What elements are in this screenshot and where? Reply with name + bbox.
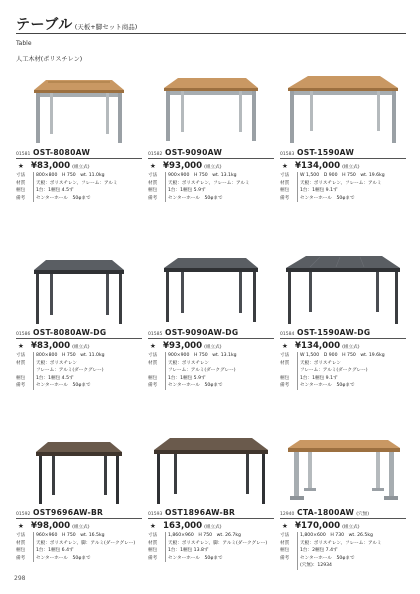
product-price: ¥98,000: [31, 521, 71, 531]
spec-key: 材質: [16, 180, 26, 186]
spec-row: [280, 382, 406, 390]
spec-value: 天板：ポリスチレン: [297, 360, 341, 368]
assembly-note: (組立式): [342, 525, 360, 530]
product-price: ¥134,000: [295, 161, 341, 171]
spec-row: [16, 172, 142, 180]
product-name: OST-8080AW: [33, 148, 91, 157]
spec-value: 天板：ポリスチレン: [33, 360, 77, 368]
spec-value: 800×800 H 750 wt. 11.0kg: [33, 172, 105, 180]
spec-value: 1台：1梱包 5.9ず: [165, 375, 206, 383]
spec-key: 梱包: [16, 548, 26, 554]
spec-key: 梱包: [280, 375, 290, 381]
spec-value: 900×900 H 750 wt. 13.1kg: [165, 352, 237, 360]
product-card[interactable]: [280, 248, 406, 408]
product-card[interactable]: [280, 68, 406, 228]
star-icon: ★: [18, 522, 24, 530]
spec-list: [280, 532, 406, 570]
assembly-note: (組立式): [72, 165, 90, 170]
product-name-suffix: (穴無): [356, 512, 370, 517]
spec-key: 梱包: [280, 548, 290, 554]
spec-row: [148, 382, 274, 390]
spec-list: [16, 352, 142, 390]
dark-grey-table-icon: [148, 248, 274, 338]
spec-row: [16, 367, 142, 375]
spec-key: 梱包: [280, 188, 290, 194]
star-icon: ★: [150, 162, 156, 170]
product-code: 01585: [148, 332, 163, 337]
product-name: OST-9090AW: [165, 148, 223, 157]
spec-row: [280, 555, 406, 563]
spec-value: 960×960 H 750 wt. 16.5kg: [33, 532, 105, 540]
spec-row: [16, 187, 142, 195]
spec-row: [16, 540, 142, 548]
spec-value: 800×800 H 750 wt. 11.0kg: [33, 352, 105, 360]
assembly-note: (組立式): [72, 525, 90, 530]
spec-list: [148, 352, 274, 390]
spec-list: [148, 172, 274, 202]
spec-value: 900×900 H 750 wt. 13.1kg: [165, 172, 237, 180]
spec-row: [280, 352, 406, 360]
product-card[interactable]: [16, 68, 142, 228]
product-name: OST1896AW-BR: [165, 508, 236, 517]
spec-value: 1台：2梱包 7.4ず: [297, 547, 338, 555]
spec-row: [16, 180, 142, 188]
spec-value: 天板：ポリスチレン、フレーム：アルミ: [297, 180, 382, 188]
spec-row: [280, 367, 406, 375]
spec-row: [280, 360, 406, 368]
product-name: OST-9090AW-DG: [165, 328, 239, 337]
star-icon: ★: [150, 522, 156, 530]
product-price: ¥93,000: [163, 341, 203, 351]
spec-key: 備考: [280, 555, 290, 561]
spec-key: 梱包: [148, 548, 158, 554]
spec-value: W 1,500 D 900 H 750 wt. 19.6kg: [297, 352, 385, 360]
spec-row: [280, 540, 406, 548]
spec-key: 材質: [16, 540, 26, 546]
spec-key: [148, 367, 165, 375]
product-code: 01593: [148, 512, 163, 517]
spec-key: 備考: [148, 195, 158, 201]
spec-row: [280, 532, 406, 540]
spec-row: [148, 532, 274, 540]
product-price: ¥93,000: [163, 161, 203, 171]
spec-row: [16, 352, 142, 360]
spec-row: [148, 547, 274, 555]
product-card[interactable]: [280, 428, 406, 588]
assembly-note: (組立式): [204, 165, 222, 170]
spec-row: [148, 367, 274, 375]
product-name: OST-1590AW: [297, 148, 355, 157]
spec-key: 梱包: [148, 188, 158, 194]
page-number: 298: [14, 575, 26, 582]
page-header: [16, 14, 137, 34]
spec-row: [280, 562, 406, 570]
product-code: 01581: [16, 152, 31, 157]
spec-row: [280, 187, 406, 195]
spec-key: [280, 367, 297, 375]
spec-row: [16, 555, 142, 563]
star-icon: ★: [18, 342, 24, 350]
product-card[interactable]: [148, 428, 274, 588]
spec-value: 天板：ポリスチレン、脚：アルミ(ダークグレー): [33, 540, 135, 548]
product-card[interactable]: [148, 248, 274, 408]
star-icon: ★: [282, 522, 288, 530]
spec-value: センターホール 50φまで: [165, 555, 223, 563]
spec-key: 梱包: [16, 188, 26, 194]
spec-value: 天板：ポリスチレン: [165, 360, 209, 368]
product-price: ¥83,000: [31, 161, 71, 171]
page-title: テーブル: [16, 17, 73, 33]
spec-key: [16, 367, 33, 375]
page-title-sub: (天板+脚セット商品): [74, 23, 138, 31]
product-card[interactable]: [16, 428, 142, 588]
subtitle-en: Table: [16, 40, 32, 47]
product-name: OST-1590AW-DG: [297, 328, 371, 337]
spec-value: センターホール 50φまで: [33, 555, 91, 563]
spec-value: フレーム：アルミ(ダークグレー): [165, 367, 236, 375]
spec-key: 備考: [16, 195, 26, 201]
spec-key: 材質: [280, 360, 290, 366]
spec-list: [16, 532, 142, 562]
product-name: OST9696AW-BR: [33, 508, 104, 517]
spec-value: 1台：1梱包 13.8ず: [165, 547, 209, 555]
spec-value: センターホール 50φまで: [297, 195, 355, 203]
spec-key: [280, 562, 297, 570]
assembly-note: (組立式): [72, 345, 90, 350]
spec-value: 天板：ポリスチレン、フレーム：アルミ: [297, 540, 382, 548]
spec-key: 寸法: [280, 173, 290, 178]
spec-value: センターホール 50φまで: [165, 195, 223, 203]
assembly-note: (組立式): [342, 345, 360, 350]
spec-value: センターホール 50φまで: [297, 555, 355, 563]
spec-row: [148, 195, 274, 203]
spec-value: センターホール 50φまで: [33, 195, 91, 203]
product-code: 01592: [16, 512, 31, 517]
spec-value: センターホール 50φまで: [33, 382, 91, 390]
spec-key: 備考: [280, 195, 290, 201]
spec-value: (穴無)：12934: [297, 562, 332, 570]
spec-key: 材質: [280, 180, 290, 186]
product-card[interactable]: [16, 248, 142, 408]
spec-value: センターホール 50φまで: [165, 382, 223, 390]
spec-value: センターホール 50φまで: [297, 382, 355, 390]
spec-row: [16, 547, 142, 555]
teak-top-silver-frame-table-icon: [280, 68, 406, 158]
material-heading: 人工木材(ポリスチレン): [16, 56, 83, 63]
spec-key: 寸法: [16, 533, 26, 538]
spec-row: [16, 375, 142, 383]
spec-row: [148, 540, 274, 548]
spec-key: 材質: [280, 540, 290, 546]
star-icon: ★: [282, 342, 288, 350]
teak-top-silver-frame-table-icon: [16, 68, 142, 158]
spec-row: [16, 360, 142, 368]
product-card[interactable]: [148, 68, 274, 228]
spec-value: 1台：1梱包 9.1ず: [297, 375, 338, 383]
spec-row: [148, 360, 274, 368]
product-code: 01583: [280, 152, 295, 157]
spec-value: 1台：1梱包 5.9ず: [165, 187, 206, 195]
spec-row: [16, 532, 142, 540]
star-icon: ★: [150, 342, 156, 350]
spec-key: 材質: [148, 360, 158, 366]
spec-list: [280, 172, 406, 202]
brown-top-dark-frame-table-icon: [16, 428, 142, 518]
product-price: ¥170,000: [295, 521, 341, 531]
spec-list: [16, 172, 142, 202]
spec-key: 備考: [280, 383, 290, 389]
product-price: ¥134,000: [295, 341, 341, 351]
product-code: 01584: [280, 332, 295, 337]
spec-value: フレーム：アルミ(ダークグレー): [33, 367, 104, 375]
spec-key: 寸法: [280, 353, 290, 358]
spec-value: 天板：ポリスチレン、フレーム：アルミ: [33, 180, 118, 188]
spec-value: フレーム：アルミ(ダークグレー): [297, 367, 368, 375]
spec-value: 天板：ポリスチレン、脚：アルミ(ダークグレー): [165, 540, 267, 548]
spec-list: [280, 352, 406, 390]
product-code: 12940: [280, 512, 295, 517]
dark-grey-table-icon: [16, 248, 142, 338]
spec-value: 1,800×600 H 730 wt. 26.5kg: [297, 532, 373, 540]
product-code: 01582: [148, 152, 163, 157]
star-icon: ★: [18, 162, 24, 170]
spec-value: 1台：1梱包 4.5ず: [33, 187, 74, 195]
spec-key: 寸法: [148, 533, 158, 538]
spec-key: 備考: [148, 383, 158, 389]
spec-row: [148, 187, 274, 195]
spec-row: [148, 375, 274, 383]
assembly-note: (組立式): [204, 345, 222, 350]
spec-key: 材質: [16, 360, 26, 366]
spec-row: [148, 180, 274, 188]
spec-value: 1台：1梱包 4.5ず: [33, 375, 74, 383]
spec-row: [280, 375, 406, 383]
spec-key: 梱包: [16, 375, 26, 381]
spec-key: 材質: [148, 540, 158, 546]
product-name: CTA-1800AW: [297, 508, 355, 517]
spec-row: [148, 352, 274, 360]
assembly-note: (組立式): [204, 525, 222, 530]
spec-key: 寸法: [16, 353, 26, 358]
spec-row: [280, 547, 406, 555]
product-price: 163,000: [163, 521, 203, 531]
spec-row: [280, 172, 406, 180]
spec-key: 梱包: [148, 375, 158, 381]
spec-row: [16, 382, 142, 390]
title-rule: [16, 33, 406, 34]
spec-row: [148, 172, 274, 180]
spec-key: 材質: [148, 180, 158, 186]
spec-value: W 1,500 D 900 H 750 wt. 19.6kg: [297, 172, 385, 180]
product-name: OST-8080AW-DG: [33, 328, 107, 337]
spec-key: 寸法: [16, 173, 26, 178]
product-code: 01586: [16, 332, 31, 337]
spec-row: [16, 195, 142, 203]
spec-value: 1,860×960 H 750 wt. 26.7kg: [165, 532, 241, 540]
spec-key: 備考: [148, 555, 158, 561]
spec-key: 備考: [16, 383, 26, 389]
assembly-note: (組立式): [342, 165, 360, 170]
spec-key: 寸法: [148, 173, 158, 178]
spec-key: 寸法: [148, 353, 158, 358]
teak-top-silver-bench-table-icon: [280, 428, 406, 518]
spec-value: 1台：1梱包 6.4ず: [33, 547, 74, 555]
spec-value: 1台：1梱包 9.1ず: [297, 187, 338, 195]
spec-row: [280, 195, 406, 203]
star-icon: ★: [282, 162, 288, 170]
spec-key: 寸法: [280, 533, 290, 538]
spec-value: 天板：ポリスチレン、フレーム：アルミ: [165, 180, 250, 188]
brown-top-dark-frame-table-icon: [148, 428, 274, 518]
product-price: ¥83,000: [31, 341, 71, 351]
spec-list: [148, 532, 274, 562]
spec-row: [148, 555, 274, 563]
spec-key: 備考: [16, 555, 26, 561]
dark-grey-table-icon: [280, 248, 406, 338]
spec-row: [280, 180, 406, 188]
teak-top-silver-frame-table-icon: [148, 68, 274, 158]
